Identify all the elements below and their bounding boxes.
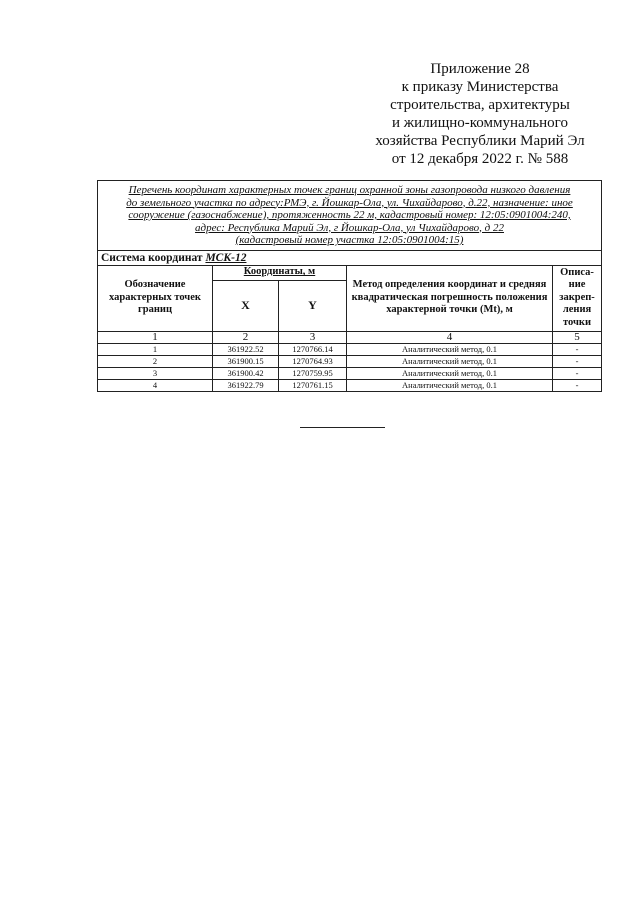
description-line: адрес: Республика Марий Эл, г Йошкар-Ола, ул Чихайдарово, д 22 [195, 221, 504, 234]
header-coordinates: Координаты, м [213, 265, 347, 280]
coordinate-system-value: МСК-12 [205, 251, 247, 264]
table-row [98, 343, 602, 355]
cell-point: 1 [98, 343, 213, 355]
header-fixing: Описа-ние закреп-ления точки [553, 265, 602, 331]
cell-y: 1270764.93 [279, 355, 347, 367]
cell-point: 3 [98, 367, 213, 379]
cell-method: Аналитический метод, 0.1 [347, 379, 553, 391]
cell-fix: - [553, 379, 602, 391]
column-number: 3 [279, 331, 347, 343]
header-point: Обозначение характерных точек границ [98, 265, 213, 331]
cell-method: Аналитический метод, 0.1 [347, 355, 553, 367]
appendix-line: от 12 декабря 2022 г. № 588 [391, 151, 569, 167]
appendix-line: Приложение 28 [430, 61, 530, 77]
appendix-line: к приказу Министерства [401, 79, 559, 95]
cell-x: 361900.15 [213, 355, 279, 367]
appendix-header [355, 60, 605, 168]
coordinates-table [97, 180, 602, 392]
description-line: до земельного участка по адресу:РМЭ, г. Йошкар-Ола, ул. Чихайдарово, д.22, назначение: иное [126, 196, 573, 209]
cell-point: 2 [98, 355, 213, 367]
cell-y: 1270766.14 [279, 343, 347, 355]
column-number: 1 [98, 331, 213, 343]
appendix-line: хозяйства Республики Марий Эл [375, 133, 585, 149]
header-method: Метод определения координат и средняя квадратическая погрешность положения характерной точки (Mt), м [347, 265, 553, 331]
column-number: 5 [553, 331, 602, 343]
appendix-line: строительства, архитектуры [390, 97, 570, 113]
coordinate-system-label: Система координат [101, 251, 203, 264]
column-numbers-row [98, 331, 602, 343]
cell-point: 4 [98, 379, 213, 391]
cell-method: Аналитический метод, 0.1 [347, 367, 553, 379]
cell-x: 361922.52 [213, 343, 279, 355]
description-line: (кадастровый номер участка 12:05:0901004:15) [235, 234, 464, 246]
header-x: X [213, 280, 279, 331]
end-divider [300, 427, 385, 428]
cell-fix: - [553, 367, 602, 379]
cell-y: 1270761.15 [279, 379, 347, 391]
cell-y: 1270759.95 [279, 367, 347, 379]
header-y: Y [279, 280, 347, 331]
coordinate-system [98, 250, 602, 265]
appendix-line: и жилищно-коммунального [392, 115, 568, 131]
table-row [98, 379, 602, 391]
table-description [98, 181, 602, 251]
cell-x: 361922.79 [213, 379, 279, 391]
column-number: 2 [213, 331, 279, 343]
description-line: сооружение (газоснабжение), протяженность 22 м, кадастровый номер: 12:05:0901004:240, [128, 209, 571, 221]
cell-fix: - [553, 343, 602, 355]
cell-fix: - [553, 355, 602, 367]
cell-x: 361900.42 [213, 367, 279, 379]
cell-method: Аналитический метод, 0.1 [347, 343, 553, 355]
table-row [98, 355, 602, 367]
description-line: Перечень координат характерных точек границ охранной зоны газопровода низкого давления [128, 184, 571, 196]
column-number: 4 [347, 331, 553, 343]
table-row [98, 367, 602, 379]
